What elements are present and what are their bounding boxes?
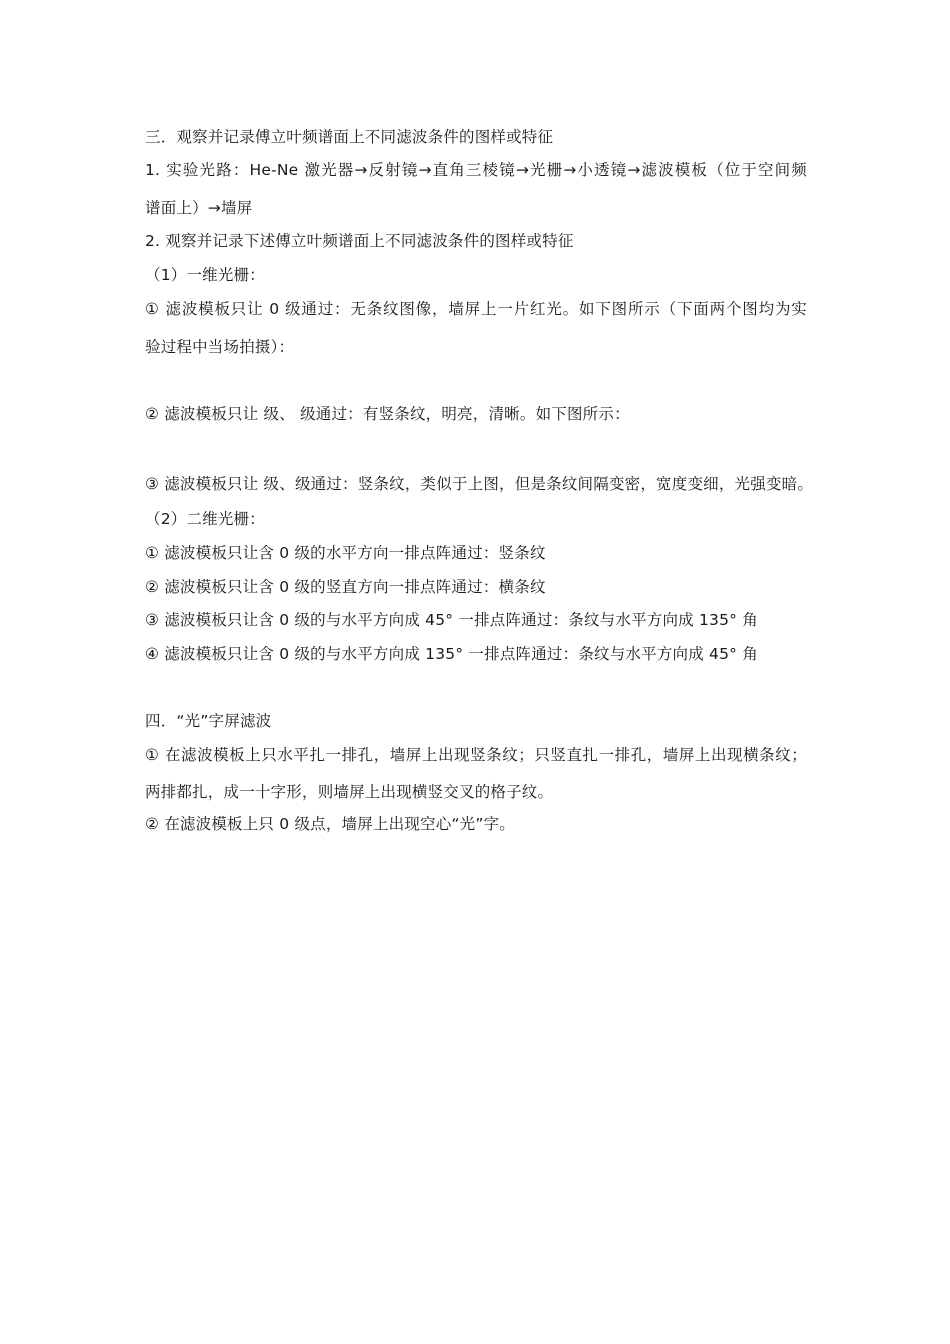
list-item: ② 滤波模板只让含 0 级的竖直方向一排点阵通过：横条纹 — [145, 578, 546, 596]
paragraph-line: 验过程中当场拍摄）： — [145, 338, 295, 356]
list-item: ③ 滤波模板只让含 0 级的与水平方向成 45° 一排点阵通过：条纹与水平方向成 135° 角 — [145, 611, 758, 629]
list-item: ① 在滤波模板上只水平扎一排孔，墙屏上出现竖条纹；只竖直扎一排孔，墙屏上出现横条纹； — [145, 746, 807, 764]
paragraph-line: 1. 实验光路：He-Ne 激光器→反射镜→直角三棱镜→光栅→小透镜→滤波模板（位于空间频 — [145, 161, 807, 179]
list-item: ① 滤波模板只让含 0 级的水平方向一排点阵通过：竖条纹 — [145, 544, 546, 562]
paragraph-line: 2. 观察并记录下述傅立叶频谱面上不同滤波条件的图样或特征 — [145, 232, 574, 250]
list-item: ③ 滤波模板只让 级、级通过：竖条纹，类似于上图，但是条纹间隔变密，宽度变细，光强变暗。 — [145, 475, 814, 493]
list-item: ④ 滤波模板只让含 0 级的与水平方向成 135° 一排点阵通过：条纹与水平方向成 45° 角 — [145, 645, 758, 663]
list-item: ② 滤波模板只让 级、 级通过：有竖条纹，明亮，清晰。如下图所示： — [145, 405, 630, 423]
section-heading-3: 三．观察并记录傅立叶频谱面上不同滤波条件的图样或特征 — [145, 128, 554, 146]
paragraph-line: 谱面上）→墙屏 — [145, 199, 253, 217]
list-item: ② 在滤波模板上只 0 级点，墙屏上出现空心“光”字。 — [145, 815, 515, 833]
subsection-heading: （1）一维光栅： — [145, 266, 265, 284]
subsection-heading: （2）二维光栅： — [145, 510, 265, 528]
section-heading-4: 四．“光”字屏滤波 — [145, 712, 272, 730]
list-item: ① 滤波模板只让 0 级通过：无条纹图像，墙屏上一片红光。如下图所示（下面两个图均为实 — [145, 300, 807, 318]
paragraph-line: 两排都扎，成一十字形，则墙屏上出现横竖交叉的格子纹。 — [145, 783, 554, 801]
